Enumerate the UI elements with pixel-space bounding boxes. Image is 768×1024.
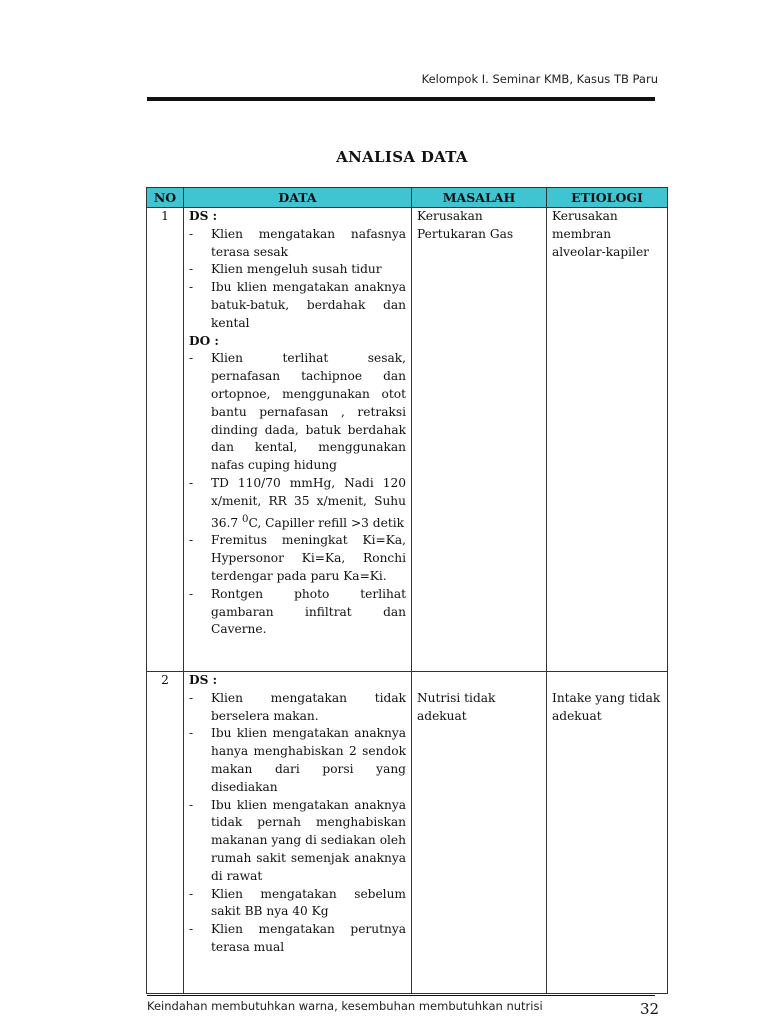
- do-list: [189, 350, 406, 639]
- table-row: [147, 208, 668, 672]
- list-item: - Klien terlihat sesak, pernafasan tachipnoe dan ortopnoe, menggunakan otot bantu pernafasan , retraksi dinding dada, batuk berdahak dan kental, menggunakan nafas cuping hidung: [189, 350, 406, 475]
- list-item: - Klien mengeluh susah tidur: [189, 261, 406, 279]
- vitals-text-tail: C, Capiller refill >3 detik: [248, 515, 404, 530]
- header-data: DATA: [184, 188, 412, 208]
- list-item: - Klien mengatakan nafasnya terasa sesak: [189, 226, 406, 262]
- masalah-cell: Nutrisi tidak adekuat: [412, 672, 547, 994]
- data-cell: [184, 208, 412, 672]
- header-rule: [147, 97, 655, 101]
- header-no: NO: [147, 188, 184, 208]
- list-item: - Ibu klien mengatakan anaknya batuk-batuk, berdahak dan kental: [189, 279, 406, 332]
- etiologi-cell: Kerusakan membran alveolar-kapiler: [547, 208, 668, 672]
- page-number: 32: [640, 1000, 660, 1018]
- footer-rule: [147, 995, 655, 996]
- header-masalah: MASALAH: [412, 188, 547, 208]
- list-item: - Ibu klien mengatakan anaknya hanya menghabiskan 2 sendok makan dari porsi yang disediakan: [189, 725, 406, 796]
- vitals-text: TD 110/70 mmHg, Nadi 120 x/menit, RR 35 x/menit, Suhu 36.7: [211, 475, 406, 530]
- list-item: [189, 475, 406, 532]
- row-number: 2: [147, 672, 184, 994]
- masalah-cell: Kerusakan Pertukaran Gas: [412, 208, 547, 672]
- list-item: - Klien mengatakan sebelum sakit BB nya 40 Kg: [189, 886, 406, 922]
- list-item: - Klien mengatakan perutnya terasa mual: [189, 921, 406, 957]
- table-row: [147, 672, 668, 994]
- list-item: - Klien mengatakan tidak berselera makan.: [189, 690, 406, 726]
- footer-text: Keindahan membutuhkan warna, kesembuhan membutuhkan nutrisi: [147, 999, 543, 1013]
- do-label: DO :: [189, 333, 219, 348]
- etiologi-cell: Intake yang tidak adekuat: [547, 672, 668, 994]
- ds-label: DS :: [189, 209, 218, 223]
- running-header: Kelompok I. Seminar KMB, Kasus TB Paru: [421, 72, 658, 86]
- table-header-row: [147, 188, 668, 208]
- row-number: 1: [147, 208, 184, 672]
- ds-label: DS :: [189, 673, 218, 687]
- list-item: - Ibu klien mengatakan anaknya tidak pernah menghabiskan makanan yang di sediakan oleh rumah sakit semenjak anaknya di rawat: [189, 797, 406, 886]
- header-etiologi: ETIOLOGI: [547, 188, 668, 208]
- data-cell: [184, 672, 412, 994]
- list-item: - Rontgen photo terlihat gambaran infiltrat dan Caverne.: [189, 586, 406, 639]
- degree-superscript: 0: [242, 513, 249, 525]
- list-item: - Fremitus meningkat Ki=Ka, Hypersonor Ki=Ka, Ronchi terdengar pada paru Ka=Ki.: [189, 532, 406, 585]
- ds-list: [189, 226, 406, 333]
- page-title: ANALISA DATA: [336, 148, 468, 166]
- analysis-table: [146, 187, 668, 994]
- ds-list: [189, 690, 406, 957]
